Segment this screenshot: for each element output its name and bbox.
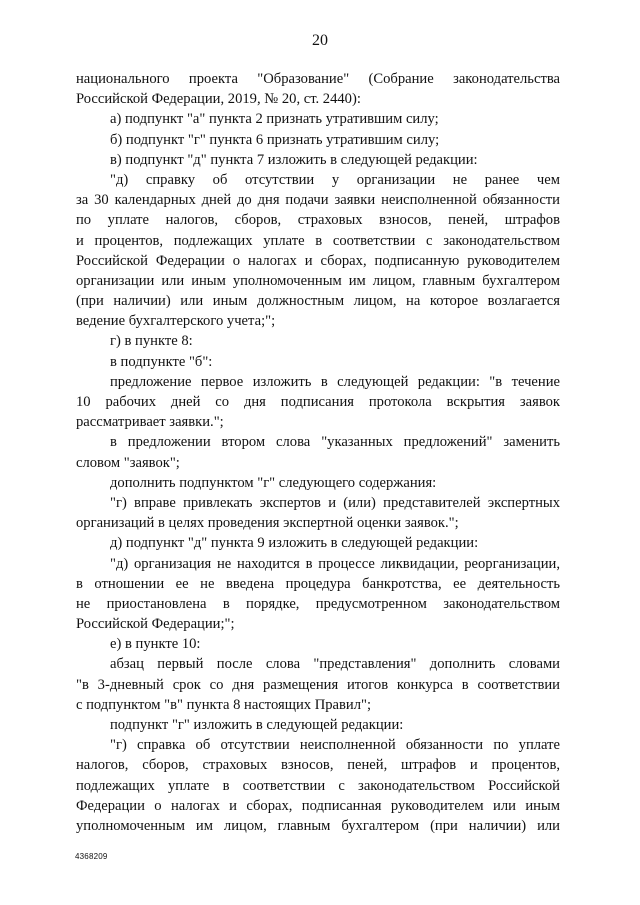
text-line: в отношении ее не введена процедура банкротства, ее деятельность: [76, 575, 560, 592]
text-line: 10 рабочих дней со дня подписания протокола вскрытия заявок: [76, 394, 560, 410]
text-line: "д) организация не находится в процессе ликвидации, реорганизации,: [110, 555, 560, 572]
text-line: Российской Федерации о налогах и сборах, подписанную руководителем: [76, 252, 560, 269]
text-line: словом "заявок";: [76, 454, 180, 471]
text-line: б) подпункт "г" пункта 6 признать утратившим силу;: [110, 131, 440, 148]
text-line: д) подпункт "д" пункта 9 изложить в следующей редакции:: [110, 535, 479, 552]
text-line: по уплате налогов, сборов, страховых взносов, пеней, штрафов: [76, 212, 560, 229]
text-line: Федерации о налогах и сборах, подписанная руководителем или иным: [76, 797, 560, 814]
text-line: предложение первое изложить в следующей редакции: "в течение: [110, 373, 560, 390]
text-line: а) подпункт "а" пункта 2 признать утратившим силу;: [110, 111, 439, 128]
text-line: и процентов, подлежащих уплате в соответствии с законодательством: [76, 232, 560, 249]
text-line: дополнить подпунктом "г" следующего содержания:: [110, 474, 437, 491]
text-line: не приостановлена в порядке, предусмотренном законодательством: [76, 595, 560, 612]
text-line: абзац первый после слова "представления" дополнить словами: [110, 656, 560, 673]
text-line: организаций в целях проведения экспертной оценки заявок.";: [76, 515, 459, 532]
text-line: "в 3-дневный срок со дня размещения итогов конкурса в соответствии: [76, 676, 560, 693]
text-line: национального проекта "Образование" (Собрание законодательства: [76, 71, 560, 87]
text-line: налогов, сборов, страховых взносов, пеней, штрафов и процентов,: [76, 757, 560, 774]
text-line: г) в пункте 8:: [110, 333, 193, 350]
text-line: в подпункте "б":: [110, 353, 213, 370]
text-line: (при наличии) или иным должностным лицом, на которое возлагается: [76, 293, 560, 310]
document-id: 4368209: [75, 852, 108, 861]
text-line: за 30 календарных дней до дня подачи заявки неисполненной обязанности: [76, 192, 560, 209]
text-line: Российской Федерации, 2019, № 20, ст. 2440):: [76, 91, 361, 108]
text-line: "г) справка об отсутствии неисполненной обязанности по уплате: [110, 737, 560, 754]
text-line: уполномоченным им лицом, главным бухгалтером (при наличии) или: [76, 817, 560, 834]
text-line: с подпунктом "в" пункта 8 настоящих Правил";: [76, 696, 372, 713]
text-line: Российской Федерации;";: [76, 616, 235, 633]
text-line: ведение бухгалтерского учета;";: [76, 313, 276, 330]
text-line: подпункт "г" изложить в следующей редакции:: [110, 717, 404, 733]
text-line: "г) вправе привлекать экспертов и (или) представителей экспертных: [110, 494, 560, 511]
document-body: [76, 69, 560, 836]
text-line: "д) справку об отсутствии у организации не ранее чем: [110, 171, 560, 188]
text-line: е) в пункте 10:: [110, 636, 201, 653]
text-line: в) подпункт "д" пункта 7 изложить в следующей редакции:: [110, 151, 478, 168]
text-line: подлежащих уплате в соответствии с законодательством Российской: [76, 777, 560, 794]
text-line: в предложении втором слова "указанных предложений" заменить: [110, 434, 560, 451]
text-line: организации или иным уполномоченным им лицом, главным бухгалтером: [76, 272, 560, 289]
page-number: 20: [312, 32, 328, 49]
text-line: рассматривает заявки.";: [76, 414, 224, 431]
